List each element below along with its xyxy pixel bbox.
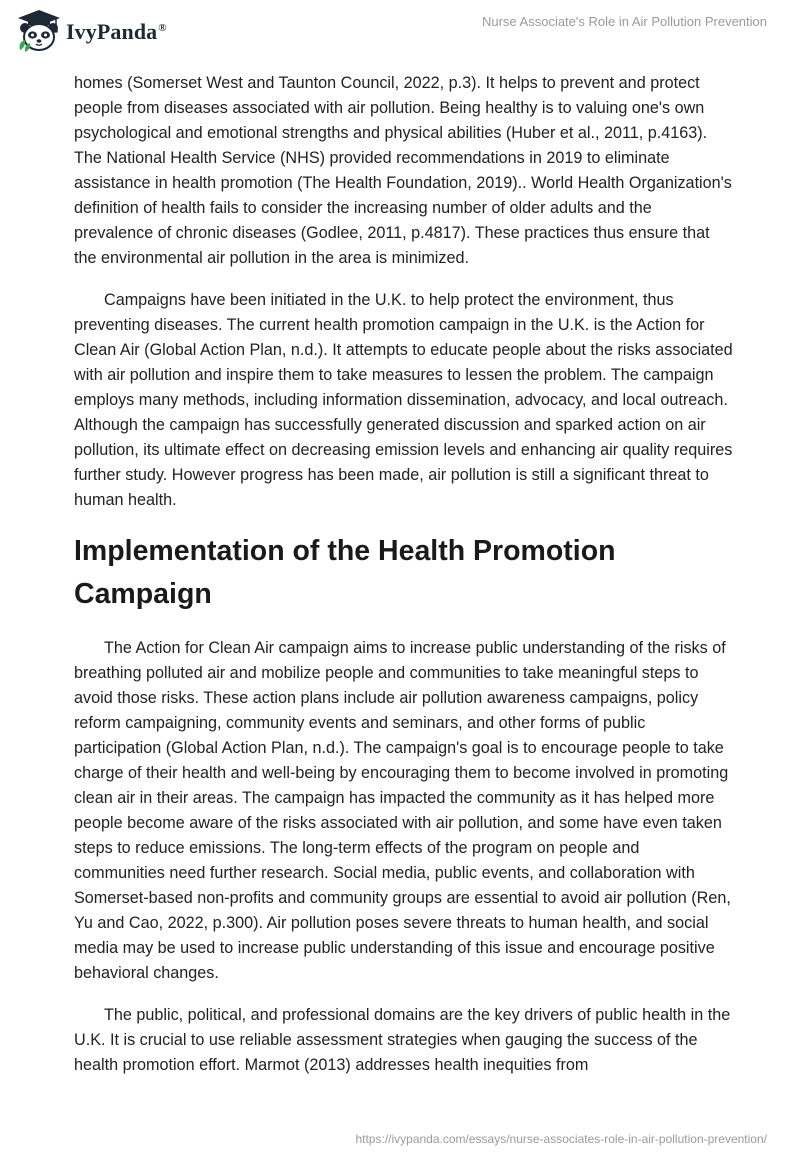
- panda-icon: [16, 8, 62, 54]
- page-header: [0, 0, 800, 64]
- paragraph: The public, political, and professional domains are the key drivers of public health in the U.K. It is crucial to use reliable assessment strategies when gauging the success of the health promotion effort. Marmot (2013) addresses health inequities from: [74, 1006, 731, 1074]
- paragraph: The Action for Clean Air campaign aims to increase public understanding of the risks of breathing polluted air and mobilize people and communities to take meaningful steps to avoid those risks. These action plans include air pollution awareness campaigns, policy reform campaigning, community events and seminars, and other forms of public participation (Global Action Plan, n.d.). The campaign's goal is to encourage people to take charge of their health and well-being by encouraging them to become involved in promoting clean air in their areas. The campaign has impacted the community as it has helped more people become aware of the risks associated with air pollution, and some have even taken steps to reduce emissions. The long-term effects of the program on people and communities need further research. Social media, public events, and collaboration with Somerset-based non-profits and community groups are essential to avoid air pollution (Ren, Yu and Cao, 2022, p.300). Air pollution poses severe threats to human health, and social media may be used to increase public understanding of this issue and encourage positive behavioral changes.: [74, 639, 731, 982]
- essay-body: [74, 71, 734, 1078]
- document-title: Nurse Associate's Role in Air Pollution Prevention: [481, 14, 767, 29]
- source-url-link[interactable]: https://ivypanda.com/essays/nurse-associates-role-in-air-pollution-prevention/: [355, 1132, 767, 1146]
- brand-name: IvyPanda®: [66, 19, 167, 44]
- section-heading: Implementation of the Health Promotion Campaign: [74, 535, 616, 610]
- ivypanda-logo-link[interactable]: [16, 8, 167, 54]
- paragraph: Campaigns have been initiated in the U.K. to help protect the environment, thus preventing diseases. The current health promotion campaign in the U.K. is the Action for Clean Air (Global Action Plan, n.d.). It attempts to educate people about the risks associated with air pollution and inspire them to take measures to lessen the problem. The campaign employs many methods, including information dissemination, advocacy, and local outreach. Although the campaign has successfully generated discussion and sparked action on air pollution, its ultimate effect on decreasing emission levels and enhancing air quality requires further study. However progress has been made, air pollution is still a significant threat to human health.: [74, 291, 733, 509]
- paragraph: homes (Somerset West and Taunton Council, 2022, p.3). It helps to prevent and protect people from diseases associated with air pollution. Being healthy is to valuing one's own psychological and emotional strengths and physical abilities (Huber et al., 2011, p.4163). The National Health Service (NHS) provided recommendations in 2019 to eliminate assistance in health promotion (The Health Foundation, 2019).. World Health Organization's definition of health fails to consider the increasing number of older adults and the prevalence of chronic diseases (Godlee, 2011, p.4817). These practices thus ensure that the environmental air pollution in the area is minimized.: [74, 74, 732, 267]
